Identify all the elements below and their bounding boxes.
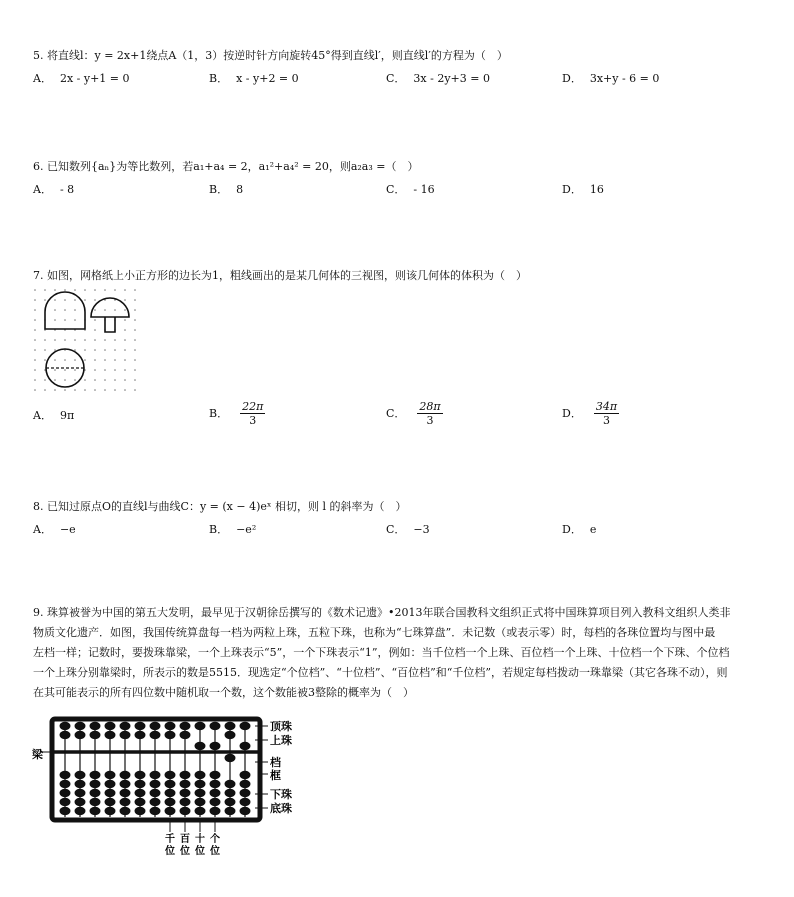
abacus-bead [225,731,236,739]
abacus-bead [60,798,71,806]
option-c[interactable]: C． 3x - 2y+3 = 0 [386,72,490,85]
grid-dot [124,319,126,321]
grid-dot [104,289,106,291]
abacus-figure [30,714,306,860]
stem-line: 物质文化遗产．如图，我国传统算盘每一档为两粒上珠，五粒下珠，也称为“七珠算盘”．未记数（或表示零）时，每档的各珠位置均与图中最 [33,626,716,639]
grid-dot [74,369,76,371]
abacus-bead [135,722,146,730]
abacus-bead [105,771,116,779]
abacus-bead [210,798,221,806]
grid-dot [124,369,126,371]
option-d[interactable]: D． e [562,523,597,536]
grid-dot [44,289,46,291]
grid-dot [94,299,96,301]
label-place-thousands: 千位 [165,834,175,857]
grid-dot [114,379,116,381]
grid-dot [94,389,96,391]
abacus-bead [120,780,131,788]
abacus-bead [120,798,131,806]
abacus-bead [150,771,161,779]
grid-dot [114,369,116,371]
abacus-bead [225,780,236,788]
grid-dot [134,309,136,311]
grid-dot [34,379,36,381]
label-bottom-bead: 底珠 [270,802,292,815]
grid-dot [74,319,76,321]
grid-dot [104,359,106,361]
abacus-bead [165,789,176,797]
abacus-bead [165,807,176,815]
grid-dot [54,379,56,381]
grid-dot [94,289,96,291]
abacus-bead [105,731,116,739]
abacus-bead [150,798,161,806]
label-top-bead: 顶珠 [270,720,292,733]
grid-dot [114,349,116,351]
label-frame: 框 [270,769,281,782]
grid-dot [54,349,56,351]
abacus-bead [75,771,86,779]
option-b[interactable]: B． $\frac{22\pi}{3}$ [209,400,264,427]
grid-dot [94,369,96,371]
abacus-bead [90,798,101,806]
grid-dot [134,389,136,391]
abacus-bead [180,807,191,815]
abacus-bead [105,780,116,788]
grid-dot [104,379,106,381]
abacus-bead [135,731,146,739]
abacus-bead [240,742,251,750]
label-place-hundreds: 百位 [180,834,190,857]
grid-dot [44,299,46,301]
abacus-bead [210,742,221,750]
question-6-stem: 6. 已知数列{aₙ}为等比数列，若a₁+a₄ = 2，a₁²+a₄² = 20，则a₂a₃ =（ ） [33,160,419,173]
abacus-bead [120,771,131,779]
grid-dot [44,389,46,391]
abacus-bead [135,771,146,779]
option-c[interactable]: C． - 16 [386,183,435,196]
grid-dot [124,329,126,331]
abacus-bead [210,722,221,730]
grid-dot [74,389,76,391]
abacus-bead [150,780,161,788]
top-view [46,349,84,387]
grid-dot [94,339,96,341]
grid-dot [74,349,76,351]
abacus-bead [75,731,86,739]
label-upper-bead: 上珠 [270,734,292,747]
option-b[interactable]: B． 8 [209,183,244,196]
grid-dot [134,289,136,291]
abacus-bead [150,722,161,730]
grid-dot [104,339,106,341]
grid-dot [34,339,36,341]
option-c[interactable]: C． $\frac{28\pi}{3}$ [386,400,441,427]
grid-dot [54,339,56,341]
side-view [91,298,129,332]
label-beam: 梁 [32,748,43,761]
grid-dot [134,329,136,331]
abacus-bead [225,754,236,762]
abacus-bead [225,807,236,815]
grid-dot [34,299,36,301]
grid-dot [114,289,116,291]
grid-dot [104,369,106,371]
abacus-bead [60,771,71,779]
abacus-bead [210,789,221,797]
grid-dot [124,289,126,291]
grid-dot [64,319,66,321]
abacus-bead [120,722,131,730]
grid-dot [124,349,126,351]
option-b[interactable]: B． x - y+2 = 0 [209,72,299,85]
grid-dot [64,339,66,341]
grid-dot [124,389,126,391]
grid-dot [134,359,136,361]
label-place-tens: 十位 [195,834,205,857]
grid-dot [134,349,136,351]
grid-dot [104,389,106,391]
abacus-bead [165,722,176,730]
abacus-bead [90,807,101,815]
grid-dot [74,359,76,361]
grid-dot [44,359,46,361]
grid-dot [34,289,36,291]
grid-dot [34,329,36,331]
grid-dot [114,309,116,311]
grid-dot [74,289,76,291]
stem-line: 9. 珠算被誉为中国的第五大发明，最早见于汉朝徐岳撰写的《数术记遗》•2013年联合国教科文组织正式将中国珠算项目列入教科文组织人类非 [33,606,731,619]
grid-dot [54,309,56,311]
abacus-bead [90,722,101,730]
abacus-bead [135,780,146,788]
abacus-bead [90,780,101,788]
stem-line: 一个上珠分别靠梁时，所表示的数是5515．现选定“个位档”、“十位档”、“百位档”和“千位档”，若规定每档拨动一珠靠梁（其它各珠不动），则 [33,666,728,679]
grid-dot [54,369,56,371]
question-7-stem: 7. 如图，网格纸上小正方形的边长为1，粗线画出的是某几何体的三视图，则该几何体的体积为（ ） [33,269,527,282]
abacus-bead [195,789,206,797]
grid-dot [64,389,66,391]
abacus-bead [225,722,236,730]
grid-dot [44,339,46,341]
grid-dot [134,379,136,381]
abacus-bead [195,780,206,788]
grid-dot [44,349,46,351]
abacus-bead [165,798,176,806]
abacus-bead [135,798,146,806]
grid-dot [54,299,56,301]
grid-dot [84,379,86,381]
abacus-bead [60,780,71,788]
abacus-bead [240,780,251,788]
abacus-bead [240,807,251,815]
grid-dot [94,309,96,311]
grid-dots [34,289,136,391]
option-a[interactable]: A． 2x - y+1 = 0 [33,72,130,85]
abacus-bead [150,789,161,797]
abacus-bead [195,807,206,815]
grid-dot [74,299,76,301]
grid-dot [64,359,66,361]
grid-dot [34,369,36,371]
abacus-bead [195,722,206,730]
option-d[interactable]: D． 16 [562,183,604,196]
grid-dot [64,369,66,371]
abacus-bead [105,789,116,797]
abacus-bead [210,771,221,779]
abacus-bead [240,798,251,806]
abacus-bead [240,771,251,779]
grid-dot [34,349,36,351]
grid-dot [54,289,56,291]
abacus-bead [165,771,176,779]
abacus-bead [90,771,101,779]
abacus-bead [75,807,86,815]
option-a[interactable]: A． 9π [33,409,75,422]
grid-dot [114,359,116,361]
abacus-bead [105,798,116,806]
grid-dot [124,359,126,361]
grid-dot [134,339,136,341]
grid-dot [64,299,66,301]
option-b[interactable]: B． −e² [209,523,257,536]
abacus-bead [135,807,146,815]
abacus-bead [150,731,161,739]
abacus-bead [60,807,71,815]
grid-dot [54,389,56,391]
abacus-bead [240,722,251,730]
abacus-bead [105,807,116,815]
abacus-bead [60,789,71,797]
grid-dot [34,359,36,361]
abacus-bead [180,722,191,730]
grid-dot [54,359,56,361]
grid-dot [64,379,66,381]
grid-dot [124,299,126,301]
abacus-bead [240,789,251,797]
grid-dot [104,349,106,351]
abacus-bead [60,731,71,739]
question-8-stem: 8. 已知过原点O的直线l与曲线C：y = (x − 4)eˣ 相切，则 l 的斜率为（ ） [33,500,407,513]
abacus-bead [120,789,131,797]
abacus-bead [75,722,86,730]
grid-dot [94,359,96,361]
abacus-bead [195,771,206,779]
grid-dot [84,289,86,291]
abacus-bead [195,798,206,806]
label-rod: 档 [270,756,281,769]
option-d[interactable]: D． 3x+y - 6 = 0 [562,72,660,85]
abacus-bead [165,780,176,788]
grid-dot [54,319,56,321]
abacus-bead [120,807,131,815]
abacus-bead [180,798,191,806]
grid-dot [124,379,126,381]
option-a[interactable]: A． - 8 [33,183,75,196]
grid-dot [134,299,136,301]
grid-dot [34,319,36,321]
grid-dot [84,349,86,351]
abacus-bead [225,798,236,806]
grid-dot [94,379,96,381]
abacus-bead [120,731,131,739]
three-view-figure [33,288,139,398]
option-c[interactable]: C． −3 [386,523,430,536]
grid-dot [94,319,96,321]
grid-dot [134,319,136,321]
grid-dot [84,299,86,301]
abacus-bead [90,731,101,739]
option-a[interactable]: A． −e [33,523,76,536]
grid-dot [64,309,66,311]
abacus-bead [165,731,176,739]
grid-dot [84,359,86,361]
abacus-bead [180,780,191,788]
grid-dot [134,369,136,371]
abacus-bead [105,722,116,730]
abacus-bead [180,731,191,739]
abacus-bead [180,789,191,797]
label-place-ones: 个位 [210,834,220,857]
abacus-bead [210,780,221,788]
grid-dot [84,389,86,391]
label-lower-bead: 下珠 [270,788,292,801]
grid-dot [34,389,36,391]
stem-line: 左档一样；记数时，要拨珠靠梁，一个上珠表示“5”，一个下珠表示“1”，例如：当千位档一个上珠、百位档一个上珠、十位档一个下珠、个位档 [33,646,730,659]
option-d[interactable]: D． $\frac{34\pi}{3}$ [562,400,618,427]
grid-dot [84,339,86,341]
grid-dot [104,309,106,311]
abacus-bead [150,807,161,815]
grid-dot [94,349,96,351]
grid-dot [74,309,76,311]
abacus-bead [225,789,236,797]
grid-dot [114,389,116,391]
grid-dot [114,339,116,341]
abacus-bead [60,722,71,730]
grid-dot [44,379,46,381]
grid-dot [94,329,96,331]
question-9-stem [33,603,753,703]
grid-dot [124,339,126,341]
stem-line: 在其可能表示的所有四位数中随机取一个数，这个数能被3整除的概率为（ ） [33,686,414,699]
abacus-bead [210,807,221,815]
abacus-bead [75,789,86,797]
grid-dot [34,309,36,311]
question-5-stem: 5. 将直线l：y = 2x+1绕点A（1，3）按逆时针方向旋转45°得到直线l′，则直线l′的方程为（ ） [33,49,508,62]
abacus-bead [75,780,86,788]
grid-dot [124,309,126,311]
grid-dot [74,379,76,381]
abacus-bead [195,742,206,750]
abacus-bead [135,789,146,797]
abacus-bead [75,798,86,806]
grid-dot [74,339,76,341]
abacus-bead [180,771,191,779]
abacus-bead [90,789,101,797]
grid-dot [64,289,66,291]
